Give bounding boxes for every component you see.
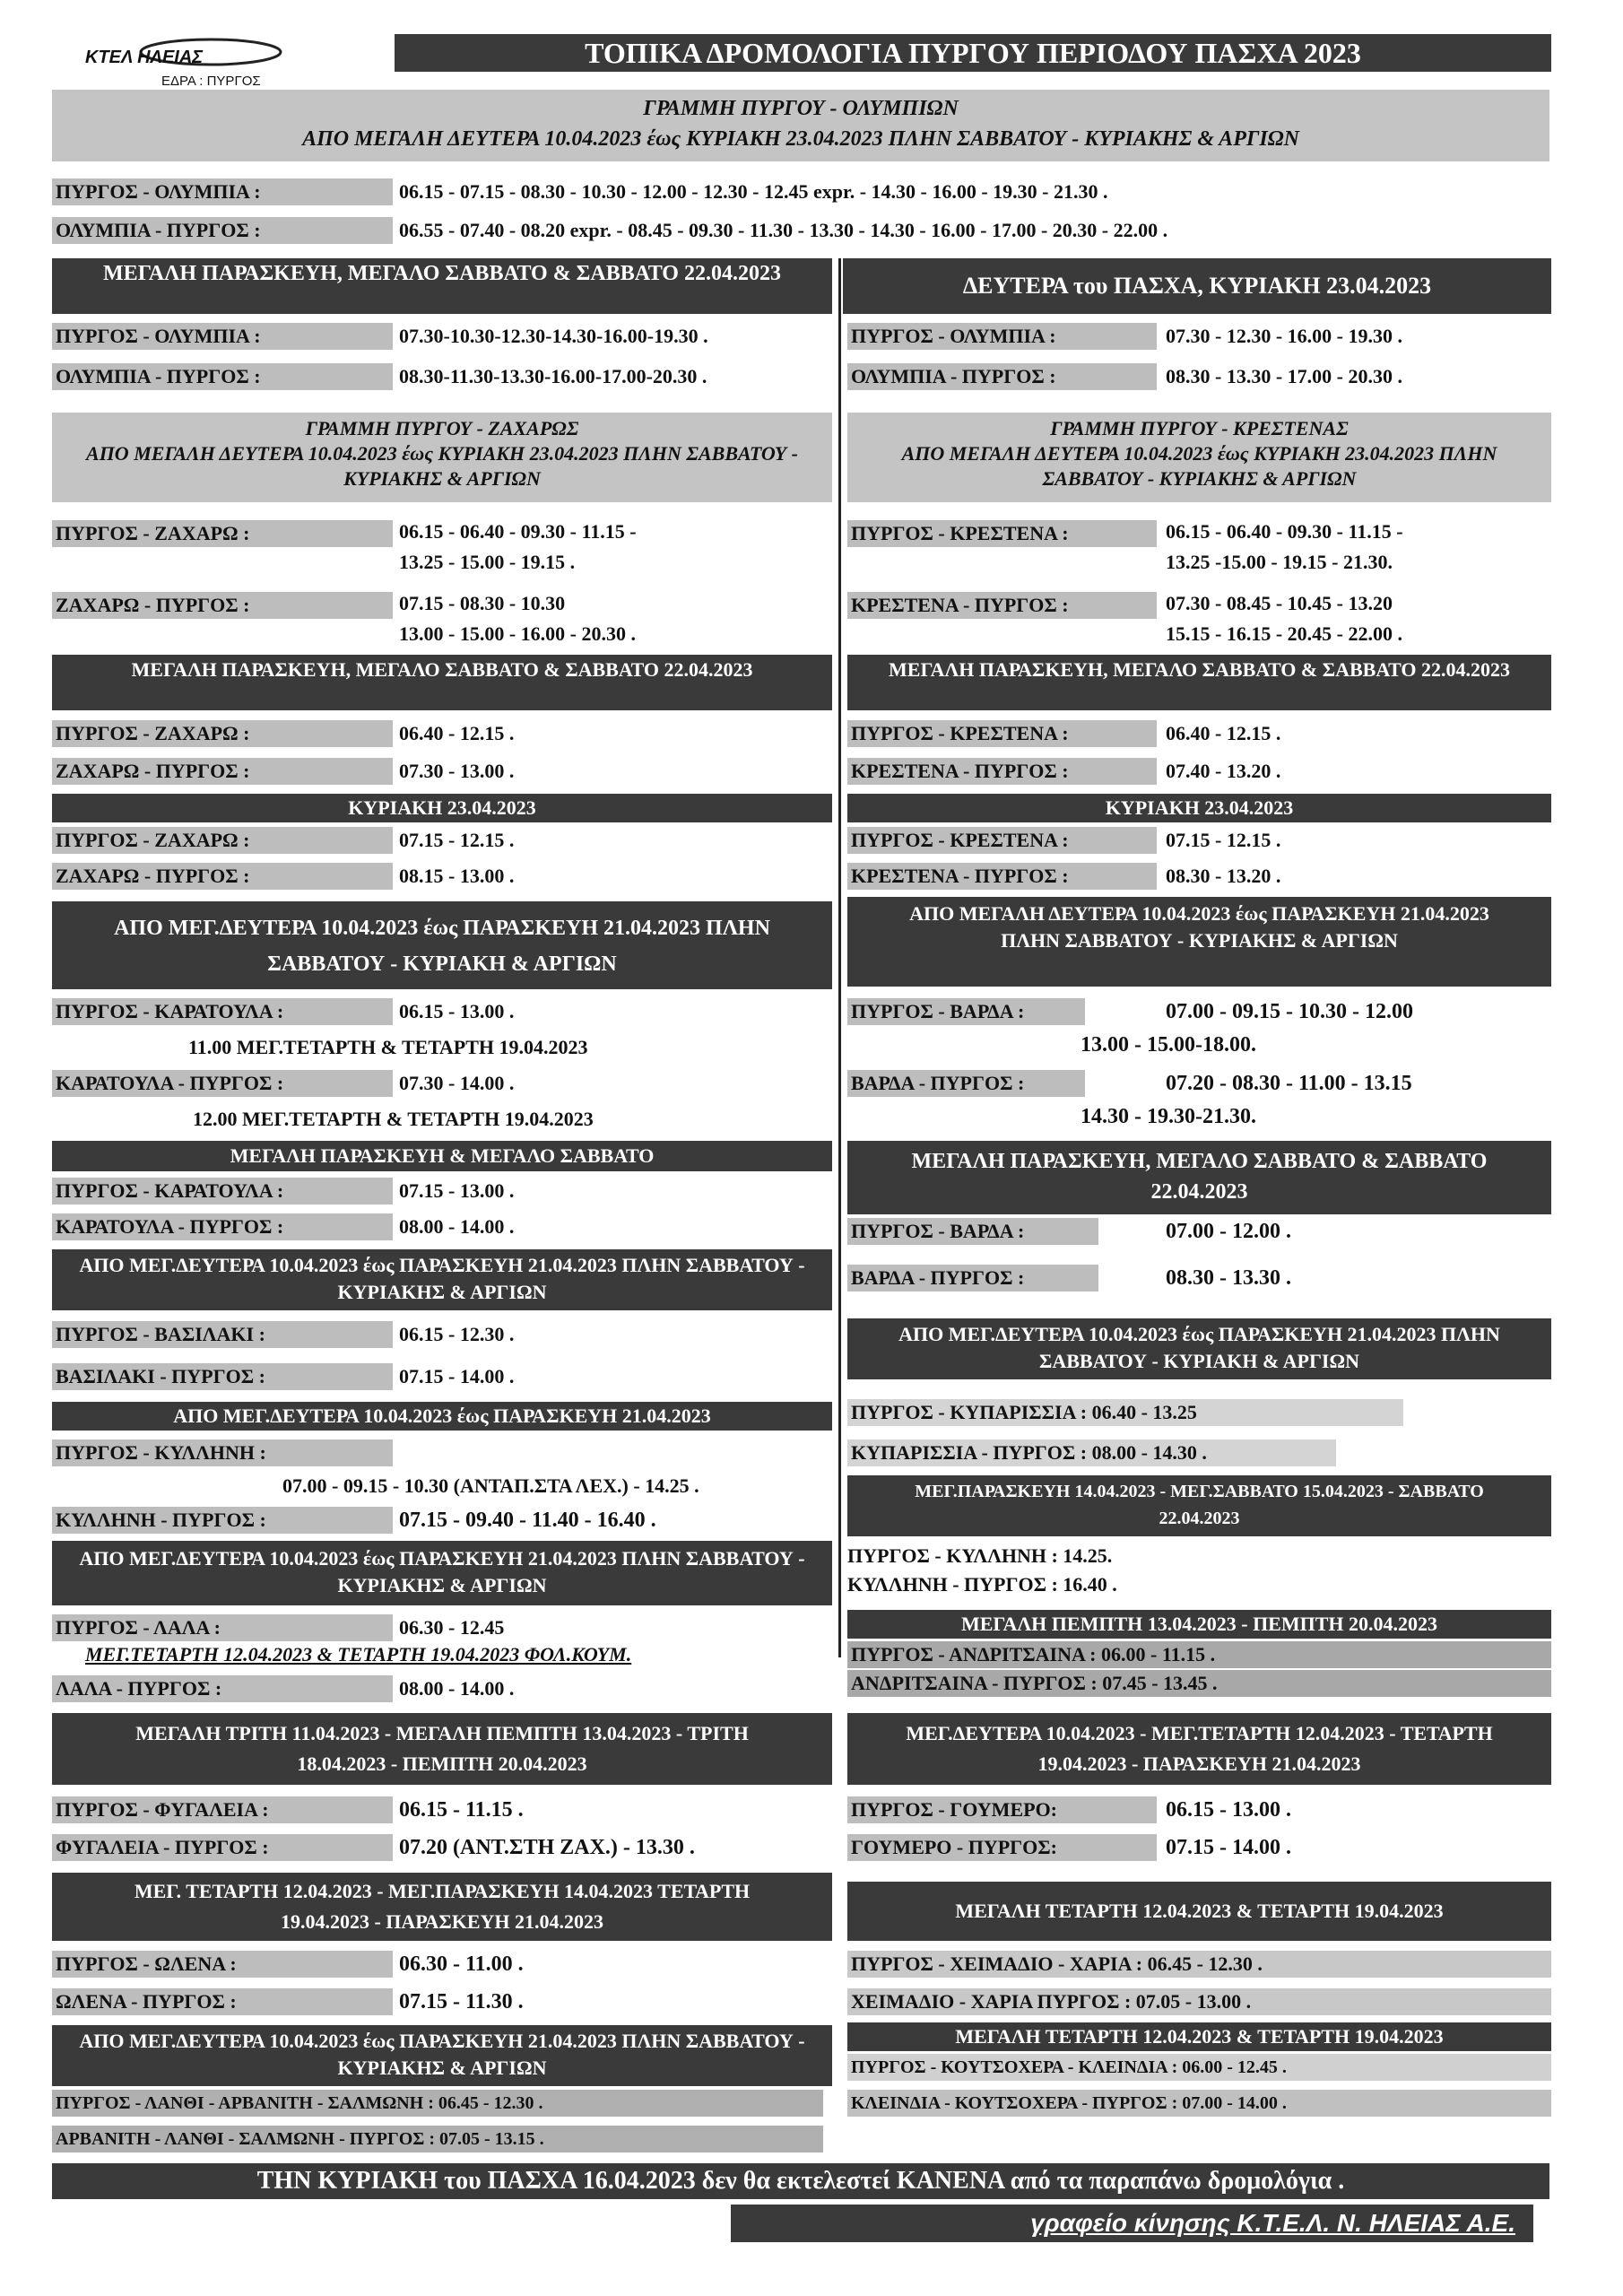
section-header: ΑΠΟ ΜΕΓ.ΔΕΥΤΕΡΑ 10.04.2023 έως ΠΑΡΑΣΚΕΥΗ 21.04.2023 ΠΛΗΝ ΣΑΒΒΑΤΟΥ - ΚΥΡΙΑΚΗΣ & ΑΡΓΙΩΝ: [52, 2025, 832, 2086]
route-label: ΟΛΥΜΠΙΑ - ΠΥΡΓΟΣ :: [847, 363, 1157, 390]
route-label: ΩΛΕΝΑ - ΠΥΡΓΟΣ :: [52, 1988, 393, 2015]
route-times: 07.15 - 09.40 - 11.40 - 16.40 .: [399, 1509, 656, 1532]
route-times: 06.15 - 13.00 .: [399, 1000, 515, 1022]
route-times: 06.40 - 12.15 .: [399, 722, 515, 744]
route-times: 08.30 - 13.20 .: [1166, 865, 1281, 887]
krestena-title: [847, 413, 1551, 502]
route-label: ΠΥΡΓΟΣ - ΛΑΛΑ :: [52, 1614, 393, 1641]
route-note: 12.00 ΜΕΓ.ΤΕΤΑΡΤΗ & ΤΕΤΑΡΤΗ 19.04.2023: [193, 1108, 594, 1130]
route-times: 06.40 - 12.15 .: [1166, 722, 1281, 744]
route-row: ΠΥΡΓΟΣ - ΑΝΔΡΙΤΣΑΙΝΑ : 06.00 - 11.15 .: [847, 1641, 1551, 1668]
route-label: ΠΥΡΓΟΣ - ΩΛΕΝΑ :: [52, 1951, 393, 1978]
route-label: ΠΥΡΓΟΣ - ΚΑΡΑΤΟΥΛΑ :: [52, 1178, 393, 1205]
route-label: ΛΑΛΑ - ΠΥΡΓΟΣ :: [52, 1675, 393, 1702]
route-times: 07.15 - 11.30 .: [399, 1990, 524, 2013]
section-header: ΚΥΡΙΑΚΗ 23.04.2023: [52, 794, 832, 822]
route-label: ΠΥΡΓΟΣ - ΓΟΥΜΕΡΟ:: [847, 1796, 1157, 1823]
route-times: 07.15 - 08.30 - 10.30: [399, 592, 566, 614]
section-header: ΜΕΓ.ΔΕΥΤΕΡΑ 10.04.2023 - ΜΕΓ.ΤΕΤΑΡΤΗ 12.04.2023 - ΤΕΤΑΡΤΗ 19.04.2023 - ΠΑΡΑΣΚΕΥΗ 21.04.2023: [847, 1713, 1551, 1785]
route-times: 07.30 - 12.30 - 16.00 - 19.30 .: [1166, 325, 1402, 347]
route-label: ΚΡΕΣΤΕΝΑ - ΠΥΡΓΟΣ :: [847, 592, 1157, 619]
route-times: 13.00 - 15.00 - 16.00 - 20.30 .: [399, 622, 636, 645]
route-row: ΠΥΡΓΟΣ - ΚΥΛΛΗΝΗ : 14.25.: [847, 1544, 1113, 1567]
route-label: ΖΑΧΑΡΩ - ΠΥΡΓΟΣ :: [52, 863, 393, 890]
route-note: 11.00 ΜΕΓ.ΤΕΤΑΡΤΗ & ΤΕΤΑΡΤΗ 19.04.2023: [188, 1036, 588, 1058]
route-label: ΠΥΡΓΟΣ - ΖΑΧΑΡΩ :: [52, 720, 393, 747]
route-label: ΠΥΡΓΟΣ - ΒΑΡΔΑ :: [847, 1218, 1098, 1245]
route-row: ΑΝΔΡΙΤΣΑΙΝΑ - ΠΥΡΓΟΣ : 07.45 - 13.45 .: [847, 1670, 1551, 1697]
route-label: ΚΑΡΑΤΟΥΛΑ - ΠΥΡΓΟΣ :: [52, 1213, 393, 1240]
section-header: ΑΠΟ ΜΕΓ.ΔΕΥΤΕΡΑ 10.04.2023 έως ΠΑΡΑΣΚΕΥΗ 21.04.2023 ΠΛΗΝ ΣΑΒΒΑΤΟΥ - ΚΥΡΙΑΚΗΣ & ΑΡΓΙΩΝ: [52, 1249, 832, 1310]
route-label: ΦΥΓΑΛΕΙΑ - ΠΥΡΓΟΣ :: [52, 1834, 393, 1861]
route-times: 07.15 - 14.00 .: [399, 1365, 515, 1387]
route-row: ΠΥΡΓΟΣ - ΧΕΙΜΑΔΙΟ - ΧΑΡΙΑ : 06.45 - 12.30 .: [847, 1951, 1551, 1978]
section-header: ΔΕΥΤΕΡΑ του ΠΑΣΧΑ, ΚΥΡΙΑΚΗ 23.04.2023: [843, 258, 1551, 314]
route-times: 08.00 - 14.00 .: [399, 1215, 515, 1238]
route-times: 07.15 - 13.00 .: [399, 1179, 515, 1202]
company-seat: ΕΔΡΑ : ΠΥΡΓΟΣ: [161, 74, 261, 89]
route-times: 07.30-10.30-12.30-14.30-16.00-19.30 .: [399, 325, 708, 347]
route-label: ΓΟΥΜΕΡΟ - ΠΥΡΓΟΣ:: [847, 1834, 1157, 1861]
zacharo-title-line2: ΑΠΟ ΜΕΓΑΛΗ ΔΕΥΤΕΡΑ 10.04.2023 έως ΚΥΡΙΑΚΗ 23.04.2023 ΠΛΗΝ ΣΑΒΒΑΤΟΥ - ΚΥΡΙΑΚΗΣ & ΑΡΓΙΩΝ: [86, 442, 798, 490]
route-label: ΠΥΡΓΟΣ - ΟΛΥΜΠΙΑ :: [52, 323, 393, 350]
section-header: ΚΥΡΙΑΚΗ 23.04.2023: [847, 794, 1551, 822]
section-header: ΜΕΓΑΛΗ ΠΑΡΑΣΚΕΥΗ, ΜΕΓΑΛΟ ΣΑΒΒΑΤΟ & ΣΑΒΒΑΤΟ 22.04.2023: [847, 655, 1551, 710]
column-divider: [838, 258, 841, 1657]
route-label: ΠΥΡΓΟΣ - ΚΑΡΑΤΟΥΛΑ :: [52, 998, 393, 1025]
section-header: ΑΠΟ ΜΕΓ.ΔΕΥΤΕΡΑ 10.04.2023 έως ΠΑΡΑΣΚΕΥΗ 21.04.2023 ΠΛΗΝ ΣΑΒΒΑΤΟΥ - ΚΥΡΙΑΚΗ & ΑΡΓΙΩΝ: [847, 1318, 1551, 1379]
route-times: 08.30 - 13.30 .: [1166, 1266, 1291, 1290]
route-row: ΚΥΛΛΗΝΗ - ΠΥΡΓΟΣ : 16.40 .: [847, 1573, 1117, 1596]
route-label: ΠΥΡΓΟΣ - ΟΛΥΜΠΙΑ :: [847, 323, 1157, 350]
route-times: 07.20 - 08.30 - 11.00 - 13.15: [1166, 1072, 1412, 1095]
route-times: 07.00 - 12.00 .: [1166, 1220, 1291, 1243]
route-row: ΚΛΕΙΝΔΙΑ - ΚΟΥΤΣΟΧΕΡΑ - ΠΥΡΓΟΣ : 07.00 - 14.00 .: [847, 2090, 1551, 2117]
easter-notice: ΤΗΝ ΚΥΡΙΑΚΗ του ΠΑΣΧΑ 16.04.2023 δεν θα εκτελεστεί ΚΑΝΕΝΑ από τα παραπάνω δρομολόγια .: [52, 2163, 1549, 2199]
section-header: ΜΕΓ. ΤΕΤΑΡΤΗ 12.04.2023 - ΜΕΓ.ΠΑΡΑΣΚΕΥΗ 14.04.2023 ΤΕΤΑΡΤΗ 19.04.2023 - ΠΑΡΑΣΚΕΥΗ 21.04.2023: [52, 1873, 832, 1941]
route-label: ΟΛΥΜΠΙΑ - ΠΥΡΓΟΣ :: [52, 363, 393, 390]
route-times: 13.25 -15.00 - 19.15 - 21.30.: [1166, 551, 1393, 573]
route-label: ΠΥΡΓΟΣ - ΒΑΡΔΑ :: [847, 998, 1085, 1025]
section-header: ΑΠΟ ΜΕΓΑΛΗ ΔΕΥΤΕΡΑ 10.04.2023 έως ΠΑΡΑΣΚΕΥΗ 21.04.2023 ΠΛΗΝ ΣΑΒΒΑΤΟΥ - ΚΥΡΙΑΚΗΣ & ΑΡΓΙΩΝ: [847, 897, 1551, 987]
route-note: ΜΕΓ.ΤΕΤΑΡΤΗ 12.04.2023 & ΤΕΤΑΡΤΗ 19.04.2023 ΦΟΛ.ΚΟΥΜ.: [85, 1643, 632, 1665]
page-title: ΤΟΠΙΚΑ ΔΡΟΜΟΛΟΓΙΑ ΠΥΡΓΟΥ ΠΕΡΙΟΔΟΥ ΠΑΣΧΑ 2023: [395, 34, 1551, 72]
section-header: ΑΠΟ ΜΕΓ.ΔΕΥΤΕΡΑ 10.04.2023 έως ΠΑΡΑΣΚΕΥΗ 21.04.2023 ΠΛΗΝ ΣΑΒΒΑΤΟΥ - ΚΥΡΙΑΚΗΣ & ΑΡΓΙΩΝ: [52, 1541, 832, 1605]
section-header: ΜΕΓ.ΠΑΡΑΣΚΕΥΗ 14.04.2023 - ΜΕΓ.ΣΑΒΒΑΤΟ 15.04.2023 - ΣΑΒΒΑΤΟ 22.04.2023: [847, 1475, 1551, 1536]
route-times: 06.15 - 06.40 - 09.30 - 11.15 -: [399, 520, 637, 543]
section-header: ΜΕΓΑΛΗ ΠΑΡΑΣΚΕΥΗ & ΜΕΓΑΛΟ ΣΑΒΒΑΤΟ: [52, 1141, 832, 1171]
logo-text: ΚΤΕΛ ΗΛΕΙΑΣ: [85, 48, 204, 67]
route-times: 07.30 - 13.00 .: [399, 760, 515, 782]
route-times: 06.55 - 07.40 - 08.20 expr. - 08.45 - 09.30 - 11.30 - 13.30 - 14.30 - 16.00 - 17.00 - 20.30 - 22.00 .: [399, 219, 1168, 241]
section-header: ΑΠΟ ΜΕΓ.ΔΕΥΤΕΡΑ 10.04.2023 έως ΠΑΡΑΣΚΕΥΗ 21.04.2023 ΠΛΗΝ ΣΑΒΒΑΤΟΥ - ΚΥΡΙΑΚΗ & ΑΡΓΙΩΝ: [52, 901, 832, 989]
route-label: ΠΥΡΓΟΣ - ΚΡΕΣΤΕΝΑ :: [847, 720, 1157, 747]
route-label: ΠΥΡΓΟΣ - ΚΡΕΣΤΕΝΑ :: [847, 520, 1157, 547]
section-header: ΜΕΓΑΛΗ ΠΑΡΑΣΚΕΥΗ, ΜΕΓΑΛΟ ΣΑΒΒΑΤΟ & ΣΑΒΒΑΤΟ 22.04.2023: [847, 1141, 1551, 1214]
route-times: 07.30 - 08.45 - 10.45 - 13.20: [1166, 592, 1393, 614]
route-times: 13.25 - 15.00 - 19.15 .: [399, 551, 576, 573]
zacharo-title-line1: ΓΡΑΜΜΗ ΠΥΡΓΟΥ - ΖΑΧΑΡΩΣ: [305, 417, 579, 439]
krestena-title-line1: ΓΡΑΜΜΗ ΠΥΡΓΟΥ - ΚΡΕΣΤΕΝΑΣ: [1050, 417, 1349, 439]
section-header: ΜΕΓΑΛΗ ΠΑΡΑΣΚΕΥΗ, ΜΕΓΑΛΟ ΣΑΒΒΑΤΟ & ΣΑΒΒΑΤΟ 22.04.2023: [52, 258, 832, 314]
route-label: ΠΥΡΓΟΣ - ΚΡΕΣΤΕΝΑ :: [847, 827, 1157, 854]
company-logo: [76, 36, 291, 72]
route-times: 08.30-11.30-13.30-16.00-17.00-20.30 .: [399, 365, 707, 387]
route-label: ΠΥΡΓΟΣ - ΟΛΥΜΠΙΑ :: [52, 178, 393, 205]
route-times: 07.40 - 13.20 .: [1166, 760, 1281, 782]
route-times: 15.15 - 16.15 - 20.45 - 22.00 .: [1166, 622, 1402, 645]
route-times: 06.15 - 06.40 - 09.30 - 11.15 -: [1166, 520, 1403, 543]
logo-swoosh-icon: [76, 36, 291, 72]
route-times: 07.20 (ΑΝΤ.ΣΤΗ ΖΑΧ.) - 13.30 .: [399, 1836, 695, 1859]
section-header: ΜΕΓΑΛΗ ΤΕΤΑΡΤΗ 12.04.2023 & ΤΕΤΑΡΤΗ 19.04.2023: [847, 1882, 1551, 1941]
zacharo-title: [52, 413, 832, 502]
route-label: ΠΥΡΓΟΣ - ΖΑΧΑΡΩ :: [52, 520, 393, 547]
route-label: ΚΡΕΣΤΕΝΑ - ΠΥΡΓΟΣ :: [847, 758, 1157, 785]
route-times: 13.00 - 15.00-18.00.: [1081, 1033, 1256, 1057]
olympia-title: [52, 90, 1549, 161]
route-row: ΧΕΙΜΑΔΙΟ - ΧΑΡΙΑ ΠΥΡΓΟΣ : 07.05 - 13.00 .: [847, 1988, 1551, 2015]
route-label: ΒΑΡΔΑ - ΠΥΡΓΟΣ :: [847, 1265, 1098, 1292]
office-signature: γραφείο κίνησης Κ.Τ.Ε.Λ. Ν. ΗΛΕΙΑΣ Α.Ε.: [731, 2205, 1533, 2242]
route-label: ΠΥΡΓΟΣ - ΚΥΛΛΗΝΗ :: [52, 1439, 393, 1466]
route-times: 08.00 - 14.00 .: [399, 1677, 515, 1700]
route-times: 14.30 - 19.30-21.30.: [1081, 1105, 1256, 1128]
route-times: 07.00 - 09.15 - 10.30 - 12.00: [1166, 1000, 1413, 1023]
route-row: ΚΥΠΑΡΙΣΣΙΑ - ΠΥΡΓΟΣ : 08.00 - 14.30 .: [847, 1439, 1336, 1466]
section-header: ΜΕΓΑΛΗ ΠΕΜΠΤΗ 13.04.2023 - ΠΕΜΠΤΗ 20.04.2023: [847, 1610, 1551, 1639]
route-times: 06.15 - 12.30 .: [399, 1323, 515, 1345]
route-label: ΠΥΡΓΟΣ - ΒΑΣΙΛΑΚΙ :: [52, 1321, 393, 1348]
olympia-title-line1: ΓΡΑΜΜΗ ΠΥΡΓΟΥ - ΟΛΥΜΠΙΩΝ: [643, 97, 959, 120]
route-times: 07.30 - 14.00 .: [399, 1072, 515, 1094]
section-header: ΜΕΓΑΛΗ ΤΕΤΑΡΤΗ 12.04.2023 & ΤΕΤΑΡΤΗ 19.04.2023: [847, 2022, 1551, 2051]
route-times: 06.15 - 07.15 - 08.30 - 10.30 - 12.00 - 12.30 - 12.45 expr. - 14.30 - 16.00 - 19.30 - 21.30 .: [399, 180, 1108, 203]
route-label: ΒΑΣΙΛΑΚΙ - ΠΥΡΓΟΣ :: [52, 1363, 393, 1390]
route-label: ΖΑΧΑΡΩ - ΠΥΡΓΟΣ :: [52, 592, 393, 619]
olympia-title-line2: ΑΠΟ ΜΕΓΑΛΗ ΔΕΥΤΕΡΑ 10.04.2023 έως ΚΥΡΙΑΚΗ 23.04.2023 ΠΛΗΝ ΣΑΒΒΑΤΟΥ - ΚΥΡΙΑΚΗΣ & ΑΡΓΙΩΝ: [302, 127, 1299, 151]
route-label: ΠΥΡΓΟΣ - ΦΥΓΑΛΕΙΑ :: [52, 1796, 393, 1823]
route-label: ΚΥΛΛΗΝΗ - ΠΥΡΓΟΣ :: [52, 1507, 393, 1534]
route-row: ΑΡΒΑΝΙΤΗ - ΛΑΝΘΙ - ΣΑΛΜΩΝΗ - ΠΥΡΓΟΣ : 07.05 - 13.15 .: [52, 2126, 823, 2152]
route-times: 07.15 - 14.00 .: [1166, 1836, 1291, 1859]
route-times: 08.15 - 13.00 .: [399, 865, 515, 887]
route-times: 06.30 - 12.45: [399, 1616, 505, 1639]
route-row: ΠΥΡΓΟΣ - ΛΑΝΘΙ - ΑΡΒΑΝΙΤΗ - ΣΑΛΜΩΝΗ : 06.45 - 12.30 .: [52, 2090, 823, 2117]
route-times: 06.15 - 11.15 .: [399, 1798, 524, 1822]
route-label: ΟΛΥΜΠΙΑ - ΠΥΡΓΟΣ :: [52, 217, 393, 244]
route-label: ΠΥΡΓΟΣ - ΖΑΧΑΡΩ :: [52, 827, 393, 854]
krestena-title-line2: ΑΠΟ ΜΕΓΑΛΗ ΔΕΥΤΕΡΑ 10.04.2023 έως ΚΥΡΙΑΚΗ 23.04.2023 ΠΛΗΝ ΣΑΒΒΑΤΟΥ - ΚΥΡΙΑΚΗΣ & ΑΡΓΙΩΝ: [901, 442, 1497, 490]
route-times: 07.15 - 12.15 .: [399, 829, 515, 851]
route-times: 07.15 - 12.15 .: [1166, 829, 1281, 851]
section-header: ΑΠΟ ΜΕΓ.ΔΕΥΤΕΡΑ 10.04.2023 έως ΠΑΡΑΣΚΕΥΗ 21.04.2023: [52, 1402, 832, 1431]
route-times: 08.30 - 13.30 - 17.00 - 20.30 .: [1166, 365, 1402, 387]
route-label: ΖΑΧΑΡΩ - ΠΥΡΓΟΣ :: [52, 758, 393, 785]
route-times: 06.30 - 11.00 .: [399, 1952, 524, 1976]
route-label: ΚΑΡΑΤΟΥΛΑ - ΠΥΡΓΟΣ :: [52, 1070, 393, 1097]
route-times: 06.15 - 13.00 .: [1166, 1798, 1291, 1822]
route-row: ΠΥΡΓΟΣ - ΚΟΥΤΣΟΧΕΡΑ - ΚΛΕΙΝΔΙΑ : 06.00 - 12.45 .: [847, 2054, 1551, 2081]
route-label: ΚΡΕΣΤΕΝΑ - ΠΥΡΓΟΣ :: [847, 863, 1157, 890]
section-header: ΜΕΓΑΛΗ ΠΑΡΑΣΚΕΥΗ, ΜΕΓΑΛΟ ΣΑΒΒΑΤΟ & ΣΑΒΒΑΤΟ 22.04.2023: [52, 655, 832, 710]
section-header: ΜΕΓΑΛΗ ΤΡΙΤΗ 11.04.2023 - ΜΕΓΑΛΗ ΠΕΜΠΤΗ 13.04.2023 - ΤΡΙΤΗ 18.04.2023 - ΠΕΜΠΤΗ 20.04.2023: [52, 1713, 832, 1785]
route-row: ΠΥΡΓΟΣ - ΚΥΠΑΡΙΣΣΙΑ : 06.40 - 13.25: [847, 1399, 1403, 1426]
route-times: 07.00 - 09.15 - 10.30 (ΑΝΤΑΠ.ΣΤΑ ΛΕΧ.) - 14.25 .: [282, 1474, 699, 1497]
route-label: ΒΑΡΔΑ - ΠΥΡΓΟΣ :: [847, 1070, 1085, 1097]
